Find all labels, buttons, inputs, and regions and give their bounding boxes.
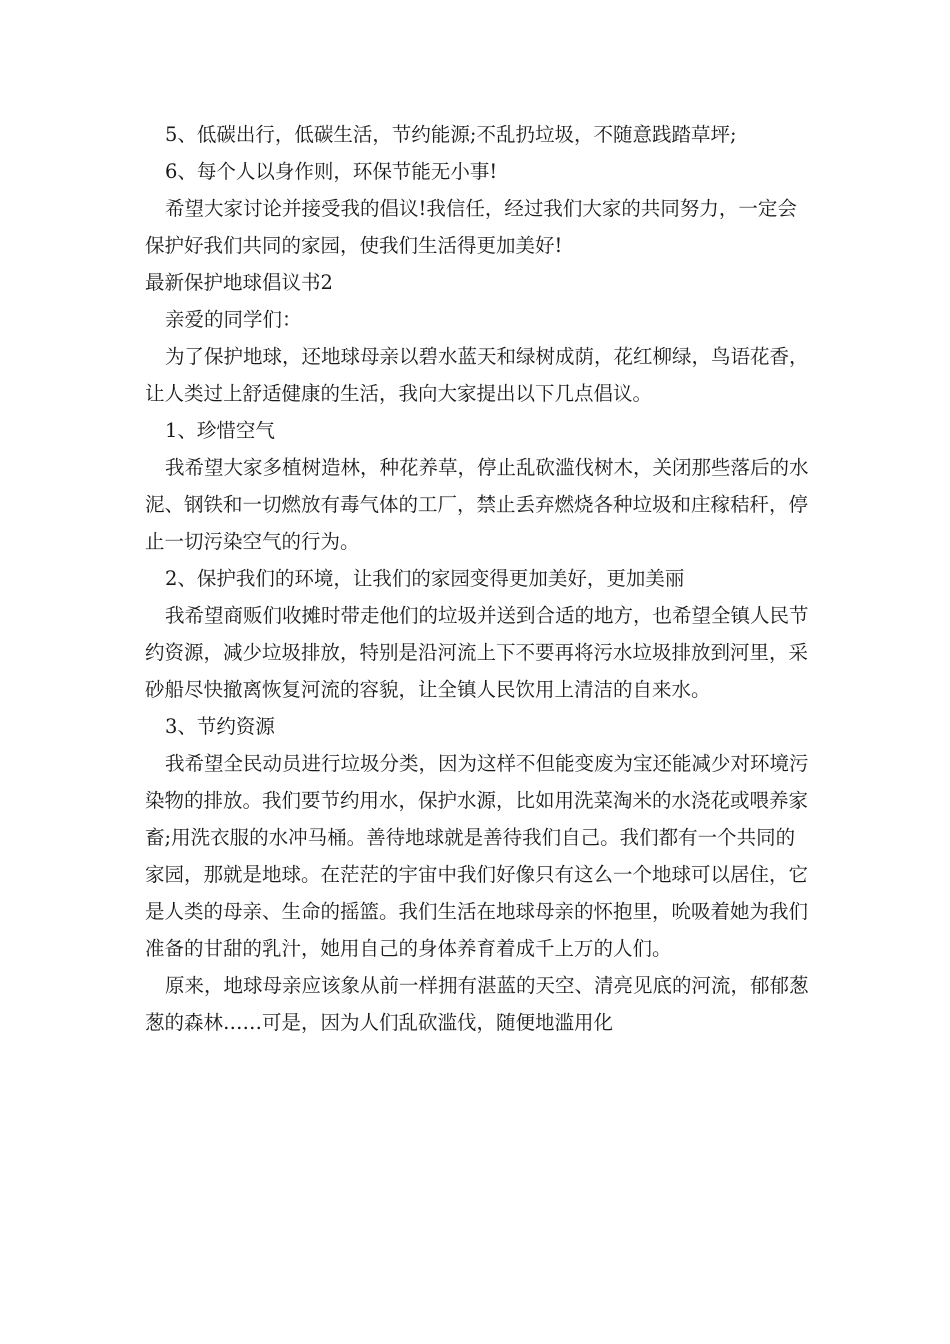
paragraph-continuation: 原来，地球母亲应该象从前一样拥有湛蓝的天空、清亮见底的河流，郁郁葱葱的森林……可是，因为人们乱砍滥伐，随便地滥用化 bbox=[145, 974, 809, 1034]
paragraph-point-3-title: 3、节约资源 bbox=[165, 715, 275, 738]
paragraph-item-6: 6、每个人以身作则，环保节能无小事! bbox=[165, 160, 498, 183]
paragraph-closing: 希望大家讨论并接受我的倡议!我信任，经过我们大家的共同努力，一定会保护好我们共同的家园，使我们生活得更加美好! bbox=[145, 197, 797, 257]
paragraph-intro: 为了保护地球，还地球母亲以碧水蓝天和绿树成荫，花红柳绿，鸟语花香，让人类过上舒适健康的生活，我向大家提出以下几点倡议。 bbox=[145, 345, 809, 405]
document-body bbox=[145, 116, 810, 1041]
section-heading: 最新保护地球倡议书2 bbox=[145, 271, 333, 294]
paragraph-point-1-title: 1、珍惜空气 bbox=[165, 419, 275, 442]
paragraph-point-1-body: 我希望大家多植树造林，种花养草，停止乱砍滥伐树木，关闭那些落后的水泥、钢铁和一切燃放有毒气体的工厂，禁止丢弃燃烧各种垃圾和庄稼秸秆，停止一切污染空气的行为。 bbox=[145, 456, 809, 553]
paragraph-point-2-title: 2、保护我们的环境，让我们的家园变得更加美好，更加美丽 bbox=[165, 567, 685, 590]
paragraph-point-3-body: 我希望全民动员进行垃圾分类，因为这样不但能变废为宝还能减少对环境污染物的排放。我们要节约用水，保护水源，比如用洗菜淘米的水浇花或喂养家畜;用洗衣服的水冲马桶。善待地球就是善待我们自己。我们都有一个共同的家园，那就是地球。在茫茫的宇宙中我们好像只有这么一个地球可以居住，它是人类的母亲、生命的摇篮。我们生活在地球母亲的怀抱里，吮吸着她为我们准备的甘甜的乳汁，她用自己的身体养育着成千上万的人们。 bbox=[145, 752, 809, 960]
paragraph-item-5: 5、低碳出行，低碳生活，节约能源;不乱扔垃圾，不随意践踏草坪; bbox=[165, 123, 737, 146]
paragraph-point-2-body: 我希望商贩们收摊时带走他们的垃圾并送到合适的地方，也希望全镇人民节约资源，减少垃圾排放，特别是沿河流上下不要再将污水垃圾排放到河里，采砂船尽快撤离恢复河流的容貌，让全镇人民饮用上清洁的自来水。 bbox=[145, 604, 809, 701]
paragraph-salutation: 亲爱的同学们： bbox=[165, 308, 302, 331]
